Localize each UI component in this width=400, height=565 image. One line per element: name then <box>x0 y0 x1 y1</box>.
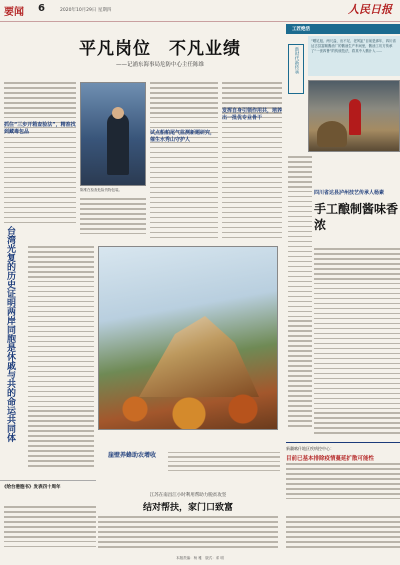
anniversary-body <box>4 506 96 554</box>
page-footer: 本版责编：杨 雅 版式：邓 明 <box>176 556 224 560</box>
feature-quote-box: “晒足旭、两尺盐、出不足、老风缸”目前是那年，四川省达古县富顺酱油厂的酱油生产车间里，酱油工坊方传承了“一世四鲁”的传统技法，将其中入酱汁入…… <box>308 36 400 76</box>
lower-story-body <box>98 516 278 554</box>
vertical-sidebar-headline <box>4 226 26 446</box>
news-brief-body <box>286 463 400 503</box>
lead-body-column-1 <box>4 82 76 230</box>
newspaper-logo: 人民日报 <box>348 3 392 16</box>
lead-body-column-2 <box>150 82 218 242</box>
feature-bar-label: 工匠绝活 <box>292 27 310 32</box>
autumn-trees <box>99 379 279 429</box>
lower-story-header <box>98 492 278 513</box>
lead-subhead-3: 发挥自身引领作用共，培养出一批优专业骨干 <box>222 108 283 121</box>
fermentation-vat <box>317 121 347 147</box>
feature-body-column-1 <box>288 156 312 440</box>
scenic-photo-caption <box>168 452 280 474</box>
lower-story-headline: 结对帮扶，家门口致富 <box>142 503 233 513</box>
lead-headline: 平凡岗位 不凡业绩 <box>79 39 241 59</box>
lead-photo <box>80 82 146 186</box>
scenic-photo-title: 崖壁养蜂助农增收 <box>108 452 157 459</box>
sidebar-body-column <box>28 246 94 476</box>
section-label: 要闻 <box>4 7 24 18</box>
feature-body-bottom <box>286 516 400 554</box>
lead-body-column-3 <box>222 82 282 242</box>
feature-tag <box>288 44 304 94</box>
lead-subhead: ——记浦东海事局危防中心主任陈维 <box>115 62 204 68</box>
lead-subhead-2: 试点船舶尾气监测新题研究，催生水秀山守护人 <box>150 130 216 143</box>
feature-body-column-2 <box>314 248 400 440</box>
feature-tag-text: 新时代新传承 <box>294 47 299 74</box>
masthead <box>0 0 400 22</box>
person-face <box>112 107 124 119</box>
news-brief <box>286 442 400 512</box>
feature-bar <box>286 24 400 34</box>
issue-date: 2020年10月29日 星期四 <box>60 8 112 13</box>
right-feature-panel <box>286 22 400 565</box>
page-number: 6 <box>38 3 45 14</box>
news-brief-kicker: 新疆喀什地区疾病控中心： <box>286 446 334 451</box>
person-figure <box>107 113 129 175</box>
worker-figure <box>349 99 361 135</box>
lead-photo-caption: 陈维在检查危险货物包装。 <box>80 188 122 192</box>
lower-story-kicker: 江苏在南昌江小时利用帮助力脱贫攻坚 <box>149 493 227 498</box>
craft-header <box>314 190 400 233</box>
anniversary-title: 《给台港胞书》发表四十周年 <box>2 485 61 490</box>
lead-body-column-photo-bottom <box>80 198 146 242</box>
vertical-headline-text: 台湾光复的历史证明两岸同胞是休戚与共的命运共同体 <box>5 226 15 442</box>
craft-headline: 手工酿制酱味香浓 <box>314 202 399 232</box>
craft-kicker: 四川省达县泸州技艺传承人杨素 <box>314 190 385 196</box>
lead-subhead-1: 抓住“三步开箱查验法”，精准找到藏毒包品 <box>4 122 76 135</box>
news-brief-headline: 目前已基本排除疫情蔓延扩散可能性 <box>286 456 375 462</box>
scenic-photo <box>98 246 278 430</box>
factory-photo <box>308 80 400 152</box>
anniversary-box <box>0 480 96 504</box>
